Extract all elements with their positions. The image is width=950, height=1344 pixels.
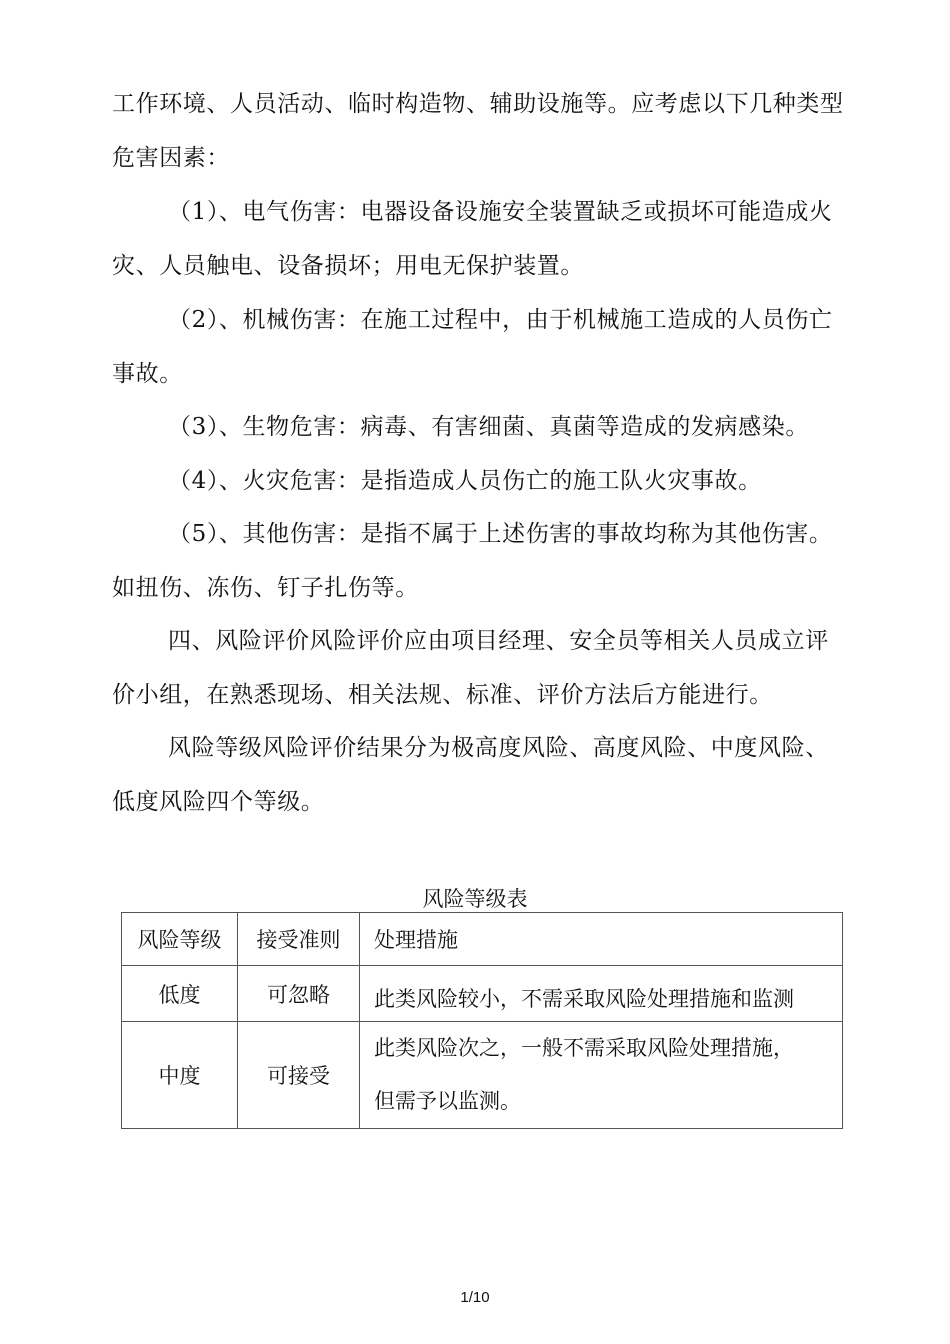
paragraph-biological-hazard: （3）、生物危害：病毒、有害细菌、真菌等造成的发病感染。 xyxy=(168,414,809,440)
paragraph-mechanical-hazard: （2）、机械伤害：在施工过程中，由于机械施工造成的人员伤亡事故。 xyxy=(112,307,833,387)
header-treatment-measures: 处理措施 xyxy=(360,913,843,966)
header-acceptance-criteria: 接受准则 xyxy=(238,913,360,966)
paragraph-risk-evaluation: 四、风险评价风险评价应由项目经理、安全员等相关人员成立评价小组，在熟悉现场、相关法规、标准、评价方法后方能进行。 xyxy=(112,628,829,708)
paragraph-electrical-hazard: （1）、电气伤害：电器设备设施安全装置缺乏或损坏可能造成火灾、人员触电、设备损坏；用电无保护装置。 xyxy=(112,199,833,279)
cell-treatment-measures xyxy=(360,966,843,1022)
cell-acceptance-criteria: 可忽略 xyxy=(238,966,360,1022)
header-risk-level: 风险等级 xyxy=(122,913,238,966)
paragraph-risk-levels: 风险等级风险评价结果分为极高度风险、高度风险、中度风险、低度风险四个等级。 xyxy=(112,735,829,815)
cell-treatment-text: 此类风险较小，不需采取风险处理措施和监测 xyxy=(374,986,794,1011)
table-row xyxy=(122,966,843,1022)
paragraph-hazard-intro: 工作环境、人员活动、临时构造物、辅助设施等。应考虑以下几种类型危害因素： xyxy=(112,91,844,171)
cell-acceptance-criteria: 可接受 xyxy=(238,1022,360,1129)
table-caption: 风险等级表 xyxy=(422,887,528,911)
paragraph-other-hazard: （5）、其他伤害：是指不属于上述伤害的事故均称为其他伤害。如扭伤、冻伤、钉子扎伤等。 xyxy=(112,521,833,601)
risk-level-table xyxy=(121,912,843,1129)
cell-risk-level: 中度 xyxy=(122,1022,238,1129)
cell-treatment-text: 此类风险次之，一般不需采取风险处理措施，但需予以监测。 xyxy=(374,1036,794,1113)
paragraph-fire-hazard: （4）、火灾危害：是指造成人员伤亡的施工队火灾事故。 xyxy=(168,468,762,494)
table-row xyxy=(122,1022,843,1129)
cell-treatment-measures xyxy=(360,1022,843,1129)
page-number: 1/10 xyxy=(460,1289,490,1306)
cell-risk-level: 低度 xyxy=(122,966,238,1022)
table-header-row xyxy=(122,913,843,966)
